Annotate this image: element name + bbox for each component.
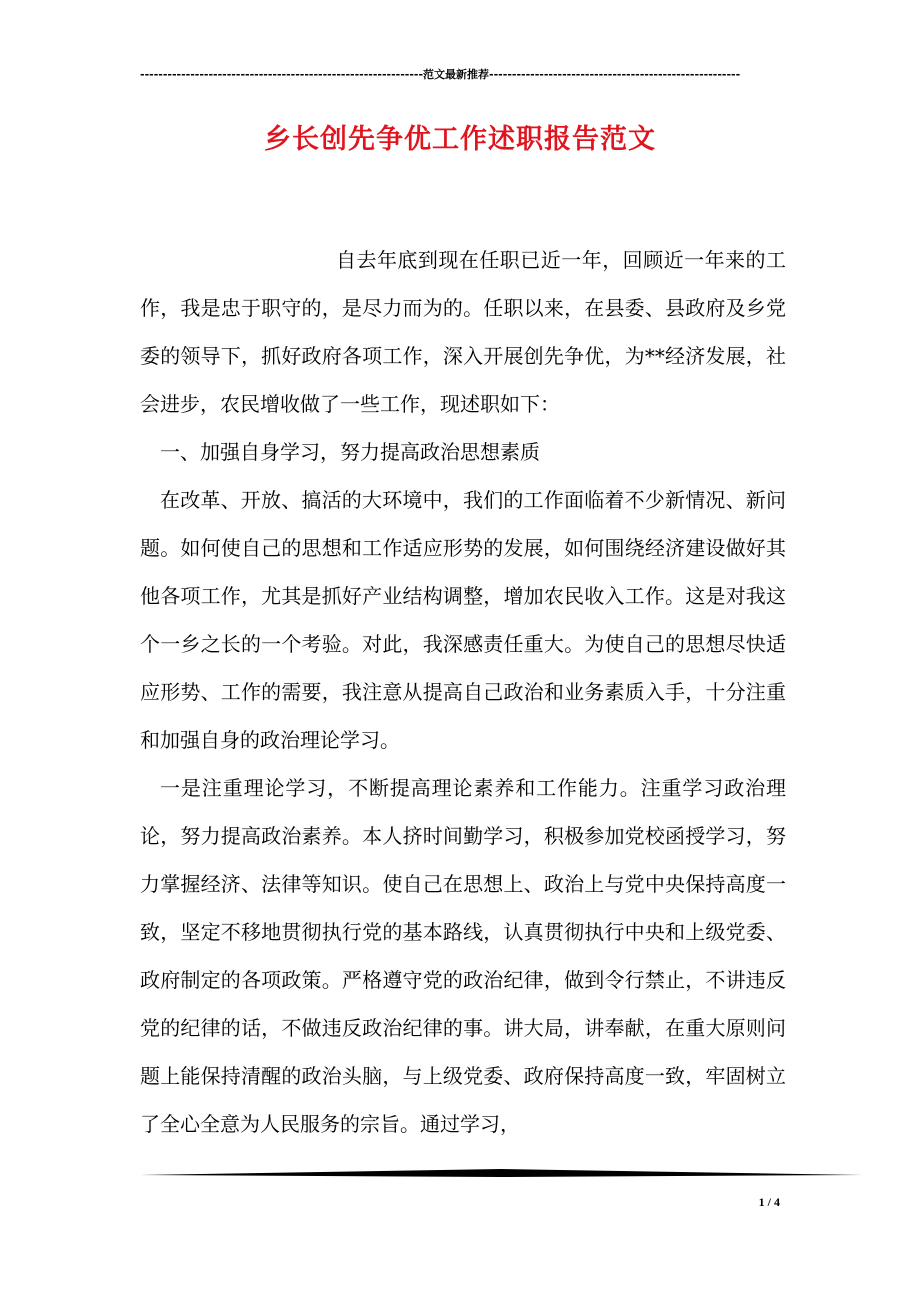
body-paragraph: 一是注重理论学习，不断提高理论素养和工作能力。注重学习政治理论，努力提高政治素养。本人挤时间勤学习，积极参加党校函授学习，努力掌握经济、法律等知识。使自己在思想上、政治上与党中央保持高度一致，坚定不移地贯彻执行党的基本路线，认真贯彻执行中央和上级党委、政府制定的各项政策。严格遵守党的政治纪律，做到令行禁止，不讲违反党的纪律的话，不做违反政治纪律的事。讲大局，讲奉献，在重大原则问题上能保持清醒的政治头脑，与上级党委、政府保持高度一致，牢固树立了全心全意为人民服务的宗旨。通过学习，: [140, 776, 786, 1136]
document-title: 乡长创先争优工作述职报告范文: [264, 124, 656, 155]
header-banner: --------------------------------------------------------------范文最新推荐-------------------------------------------------------: [140, 68, 741, 81]
intro-paragraph: 自去年底到现在任职已近一年，回顾近一年来的工作，我是忠于职守的，是尽力而为的。任职以来，在县委、县政府及乡党委的领导下，抓好政府各项工作，深入开展创先争优，为**经济发展，社会进步，农民增收做了一些工作，现述职如下：: [140, 248, 786, 416]
footer-rule: [140, 1165, 862, 1183]
body-paragraph: 在改革、开放、搞活的大环境中，我们的工作面临着不少新情况、新问题。如何使自己的思想和工作适应形势的发展，如何围绕经济建设做好其他各项工作，尤其是抓好产业结构调整，增加农民收入工作。这是对我这个一乡之长的一个考验。对此，我深感责任重大。为使自己的思想尽快适应形势、工作的需要，我注意从提高自己政治和业务素质入手，十分注重和加强自身的政治理论学习。: [140, 488, 786, 752]
section-heading: 一、加强自身学习，努力提高政治思想素质: [160, 440, 540, 464]
page-number: 1 / 4: [758, 1195, 780, 1209]
document-body: [140, 236, 786, 1148]
